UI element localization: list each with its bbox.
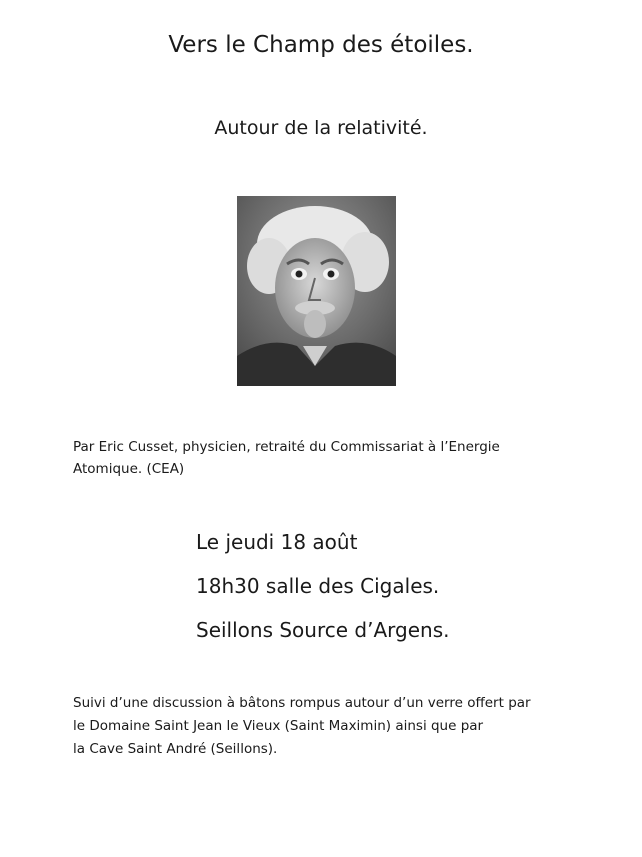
event-time-place: 18h30 salle des Cigales. bbox=[196, 574, 440, 598]
footer-line-3: la Cave Saint André (Seillons). bbox=[73, 741, 278, 757]
speaker-info bbox=[73, 436, 593, 480]
event-town: Seillons Source d’Argens. bbox=[196, 618, 450, 642]
portrait-image bbox=[237, 196, 396, 386]
page-subtitle: Autour de la relativité. bbox=[214, 117, 428, 139]
footer-note bbox=[73, 692, 613, 761]
page-title: Vers le Champ des étoiles. bbox=[168, 32, 474, 58]
speaker-line-2: Atomique. (CEA) bbox=[73, 461, 185, 477]
footer-line-1: Suivi d’une discussion à bâtons rompus autour d’un verre offert par bbox=[73, 695, 531, 711]
footer-line-2: le Domaine Saint Jean le Vieux (Saint Maximin) ainsi que par bbox=[73, 718, 484, 734]
event-date: Le jeudi 18 août bbox=[196, 530, 358, 554]
portrait-photo bbox=[237, 196, 396, 386]
event-details bbox=[196, 520, 449, 652]
speaker-line-1: Par Eric Cusset, physicien, retraité du Commissariat à l’Energie bbox=[73, 439, 500, 455]
